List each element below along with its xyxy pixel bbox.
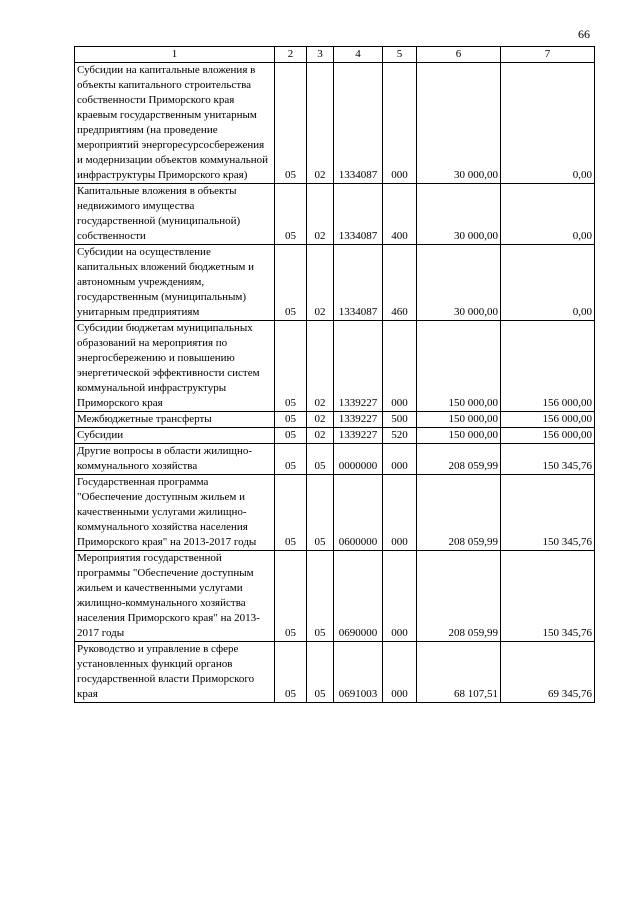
table-row <box>75 444 595 475</box>
amount-col7: 0,00 <box>501 245 595 321</box>
header-cell: 3 <box>307 47 334 63</box>
table-row <box>75 245 595 321</box>
section-code: 05 <box>275 184 307 245</box>
subsection-code: 05 <box>307 551 334 642</box>
amount-col7: 156 000,00 <box>501 428 595 444</box>
table-row <box>75 412 595 428</box>
budget-table <box>74 46 595 703</box>
row-description: Субсидии на осуществление капитальных вложений бюджетным и автономным учреждениям, государственным (муниципальным) унитарным предприятиям <box>75 245 275 321</box>
subsection-code: 02 <box>307 245 334 321</box>
amount-col7: 0,00 <box>501 184 595 245</box>
amount-col6: 30 000,00 <box>417 245 501 321</box>
target-article-code: 1334087 <box>334 63 383 184</box>
subsection-code: 02 <box>307 428 334 444</box>
table-row <box>75 428 595 444</box>
section-code: 05 <box>275 551 307 642</box>
section-code: 05 <box>275 245 307 321</box>
row-description: Субсидии бюджетам муниципальных образований на мероприятия по энергосбережению и повышению энергетической эффективности систем коммунальной инфраструктуры Приморского края <box>75 321 275 412</box>
expense-type-code: 000 <box>383 444 417 475</box>
table-row <box>75 63 595 184</box>
amount-col7: 150 345,76 <box>501 475 595 551</box>
expense-type-code: 000 <box>383 551 417 642</box>
expense-type-code: 500 <box>383 412 417 428</box>
target-article-code: 1339227 <box>334 321 383 412</box>
row-description: Межбюджетные трансферты <box>75 412 275 428</box>
header-cell: 6 <box>417 47 501 63</box>
page-number: 66 <box>578 27 590 41</box>
table-row <box>75 184 595 245</box>
expense-type-code: 000 <box>383 642 417 703</box>
amount-col6: 150 000,00 <box>417 428 501 444</box>
subsection-code: 02 <box>307 63 334 184</box>
amount-col6: 150 000,00 <box>417 321 501 412</box>
row-description: Государственная программа "Обеспечение доступным жильем и качественными услугами жилищно-коммунального хозяйства населения Приморского края" на 2013-2017 годы <box>75 475 275 551</box>
section-code: 05 <box>275 475 307 551</box>
amount-col7: 156 000,00 <box>501 412 595 428</box>
amount-col6: 30 000,00 <box>417 63 501 184</box>
subsection-code: 02 <box>307 412 334 428</box>
row-description: Капитальные вложения в объекты недвижимого имущества государственной (муниципальной) собственности <box>75 184 275 245</box>
header-cell: 1 <box>75 47 275 63</box>
subsection-code: 05 <box>307 444 334 475</box>
expense-type-code: 460 <box>383 245 417 321</box>
row-description: Мероприятия государственной программы "Обеспечение доступным жильем и качественными услугами жилищно-коммунального хозяйства населения Приморского края" на 2013-2017 годы <box>75 551 275 642</box>
table-row <box>75 551 595 642</box>
table-row <box>75 321 595 412</box>
section-code: 05 <box>275 321 307 412</box>
target-article-code: 0690000 <box>334 551 383 642</box>
row-description: Руководство и управление в сфере установленных функций органов государственной власти Приморского края <box>75 642 275 703</box>
section-code: 05 <box>275 428 307 444</box>
header-row <box>75 47 595 63</box>
expense-type-code: 520 <box>383 428 417 444</box>
target-article-code: 1334087 <box>334 184 383 245</box>
table-row <box>75 475 595 551</box>
amount-col6: 208 059,99 <box>417 475 501 551</box>
amount-col6: 68 107,51 <box>417 642 501 703</box>
target-article-code: 0600000 <box>334 475 383 551</box>
expense-type-code: 000 <box>383 321 417 412</box>
target-article-code: 1339227 <box>334 412 383 428</box>
row-description: Субсидии <box>75 428 275 444</box>
expense-type-code: 000 <box>383 475 417 551</box>
header-cell: 7 <box>501 47 595 63</box>
target-article-code: 1334087 <box>334 245 383 321</box>
subsection-code: 05 <box>307 475 334 551</box>
target-article-code: 1339227 <box>334 428 383 444</box>
amount-col6: 150 000,00 <box>417 412 501 428</box>
subsection-code: 02 <box>307 321 334 412</box>
section-code: 05 <box>275 63 307 184</box>
section-code: 05 <box>275 444 307 475</box>
amount-col7: 156 000,00 <box>501 321 595 412</box>
amount-col7: 150 345,76 <box>501 551 595 642</box>
amount-col7: 69 345,76 <box>501 642 595 703</box>
table-row <box>75 642 595 703</box>
amount-col7: 0,00 <box>501 63 595 184</box>
target-article-code: 0000000 <box>334 444 383 475</box>
expense-type-code: 000 <box>383 63 417 184</box>
expense-type-code: 400 <box>383 184 417 245</box>
header-cell: 4 <box>334 47 383 63</box>
subsection-code: 02 <box>307 184 334 245</box>
subsection-code: 05 <box>307 642 334 703</box>
amount-col6: 30 000,00 <box>417 184 501 245</box>
header-cell: 2 <box>275 47 307 63</box>
header-cell: 5 <box>383 47 417 63</box>
target-article-code: 0691003 <box>334 642 383 703</box>
amount-col7: 150 345,76 <box>501 444 595 475</box>
amount-col6: 208 059,99 <box>417 551 501 642</box>
row-description: Субсидии на капитальные вложения в объекты капитального строительства собственности Приморского края краевым государственным унитарным предприятиям (на проведение мероприятий энергоресурсосбережения и модернизации объектов коммунальной инфраструктуры Приморского края) <box>75 63 275 184</box>
row-description: Другие вопросы в области жилищно-коммунального хозяйства <box>75 444 275 475</box>
section-code: 05 <box>275 412 307 428</box>
amount-col6: 208 059,99 <box>417 444 501 475</box>
section-code: 05 <box>275 642 307 703</box>
table-body <box>75 47 595 703</box>
